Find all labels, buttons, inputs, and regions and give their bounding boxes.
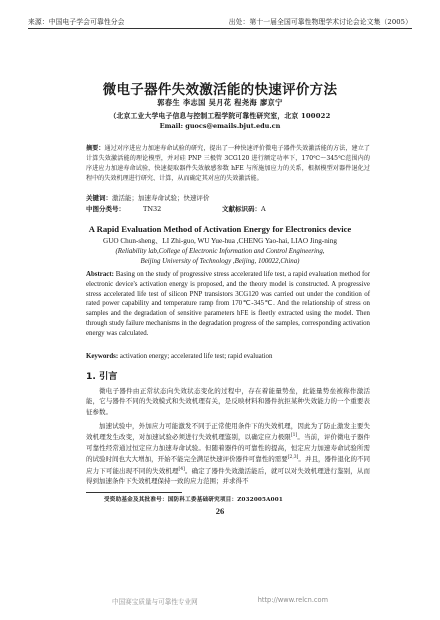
doc-code-value: A [261,205,266,213]
abstract-chinese-text: 通过对序进应力加速寿命试验的研究，提出了一种快速评价微电子器件失效激活能的方法，建立了计算失效激活能的理论模型，并对硅 PNP 三极管 3CG120 进行额定功率下，170℃～345℃范围内的序进应力加速寿命试验，快速提取器件失效敏感参数 hFE 与所施加应力的关系，根据模型对器件退化过程中的失效机理进行研究、计算，从而确定其对应的失效激活能。 [86,145,371,182]
header-rule [28,28,412,29]
affiliation-english-line-2: Beijing University of Technology ,Beijing, 100022,China) [140,257,300,265]
citation-2: [2,3] [287,455,299,461]
classification-number [86,204,161,213]
watermark-url: http://www.relcn.com [257,596,329,604]
body-p2-part-a: 加速试验中，外加应力可能激发不同于正常使用条件下的失效机理，因此为了防止激发主要失效机理发生改变，对加速试验必须进行失效机理鉴别，以确定应力极限 [86,422,370,442]
keywords-english [86,353,272,360]
page-number: 26 [215,506,225,516]
header-published-in: 出处：第十一届全国可靠性物理学术讨论会论文集（2005） [228,18,412,26]
title-chinese: 微电子器件失效激活能的快速评价方法 [102,82,338,98]
footnote-rule [86,492,182,493]
authors-chinese: 郭春生 李志国 吴月花 程尧海 廖京宁 [157,98,283,107]
affiliation-chinese: （北京工业大学电子信息与控制工程学院可靠性研究室，北京 100022 [109,112,331,120]
keywords-chinese [86,193,210,202]
watermark-footer [0,596,440,606]
clc-value: TN32 [143,205,162,213]
watermark-site-name: 中国赛宝质量与可靠性专业网 [111,598,198,606]
body-paragraph-1: 微电子器件由正常状态向失效状态变化的过程中，存在着能量势垒，此能量势垒被称作激活能，它与器件不同的失效模式和失效机理有关，是反映材料和器件抗拒某种失效能力的一个重要表征参数。 [86,387,370,416]
keywords-chinese-label: 关键词： [86,194,112,202]
title-english: A Rapid Evaluation Method of Activation Energy for Electronics device [88,224,352,234]
keywords-english-label: Keywords: [86,353,119,360]
funding-footnote: 受资助基金及其批准号：国防科工委基础研究项目：Z032005A001 [104,497,283,503]
running-header [28,16,412,26]
section-heading-introduction: 1. 引言 [86,371,118,382]
affiliation-english-line-1: (Reliability lab,College of Electronic Information and Control Engineering, [115,248,325,255]
abstract-english [86,270,370,339]
affiliation-english [0,247,440,266]
citation-1: [1] [290,433,298,439]
header-source: 来源：中国电子学会可靠性分会 [28,18,125,26]
abstract-english-label: Abstract: [86,271,114,278]
clc-label: 中图分类号： [86,205,125,213]
keywords-chinese-text: 激活能；加速寿命试验；快速评价 [112,194,210,202]
doc-code-label: 文献标识码： [222,205,261,213]
body-p2-part-d: 。确定了器件失效激活能后，就可以对失效机理进行鉴别，从而得到加速条件下失效机理保持一致的应力范围；并求得不 [86,466,371,486]
citation-3: [4] [178,466,185,472]
body-text [86,386,370,491]
document-code [222,204,266,213]
abstract-english-text: Basing on the study of progressive stress accelerated life test, a rapid evaluation method for electronic device's activation energy is proposed, and the theory model is constructed. A progressive stress accelerated life test of silicon PNP transistors 3CG120 was carried out under the condition of rated power capability and temperature ramp from 170℃-345℃. And the relationship of stress on samples and the degradation of sensitive parameters hFE is fleetly extracted using the model. Then through study failure mechanisms in the degradation progress of the samples, corresponding activation energy was calculated. [86,271,370,337]
authors-english: GUO Chun-sheng、LI Zhi-guo, WU Yue-hua ,CHENG Yao-hai, LIAO Jing-ning [103,237,337,245]
abstract-chinese [86,144,370,184]
abstract-chinese-label: 摘要： [86,145,105,152]
body-paragraph-2 [86,421,370,486]
body-p2-part-c: 。并且，器件退化的不同应力下可能出现不同的失效机理 [86,455,371,475]
body-p2-part-b: 。当前，评价微电子器件可靠性经常通过恒定应力加速寿命试验。但随着器件的可靠性的提高，恒定应力加速寿命试验所需的试验时间也大大增加，开始不能完全满足快速评价器件可靠性的需要 [86,433,371,464]
author-email: Email: guocs@emails.bjut.edu.cn [159,122,281,130]
keywords-english-text: activation energy; accelerated life test; rapid evaluation [119,353,273,360]
